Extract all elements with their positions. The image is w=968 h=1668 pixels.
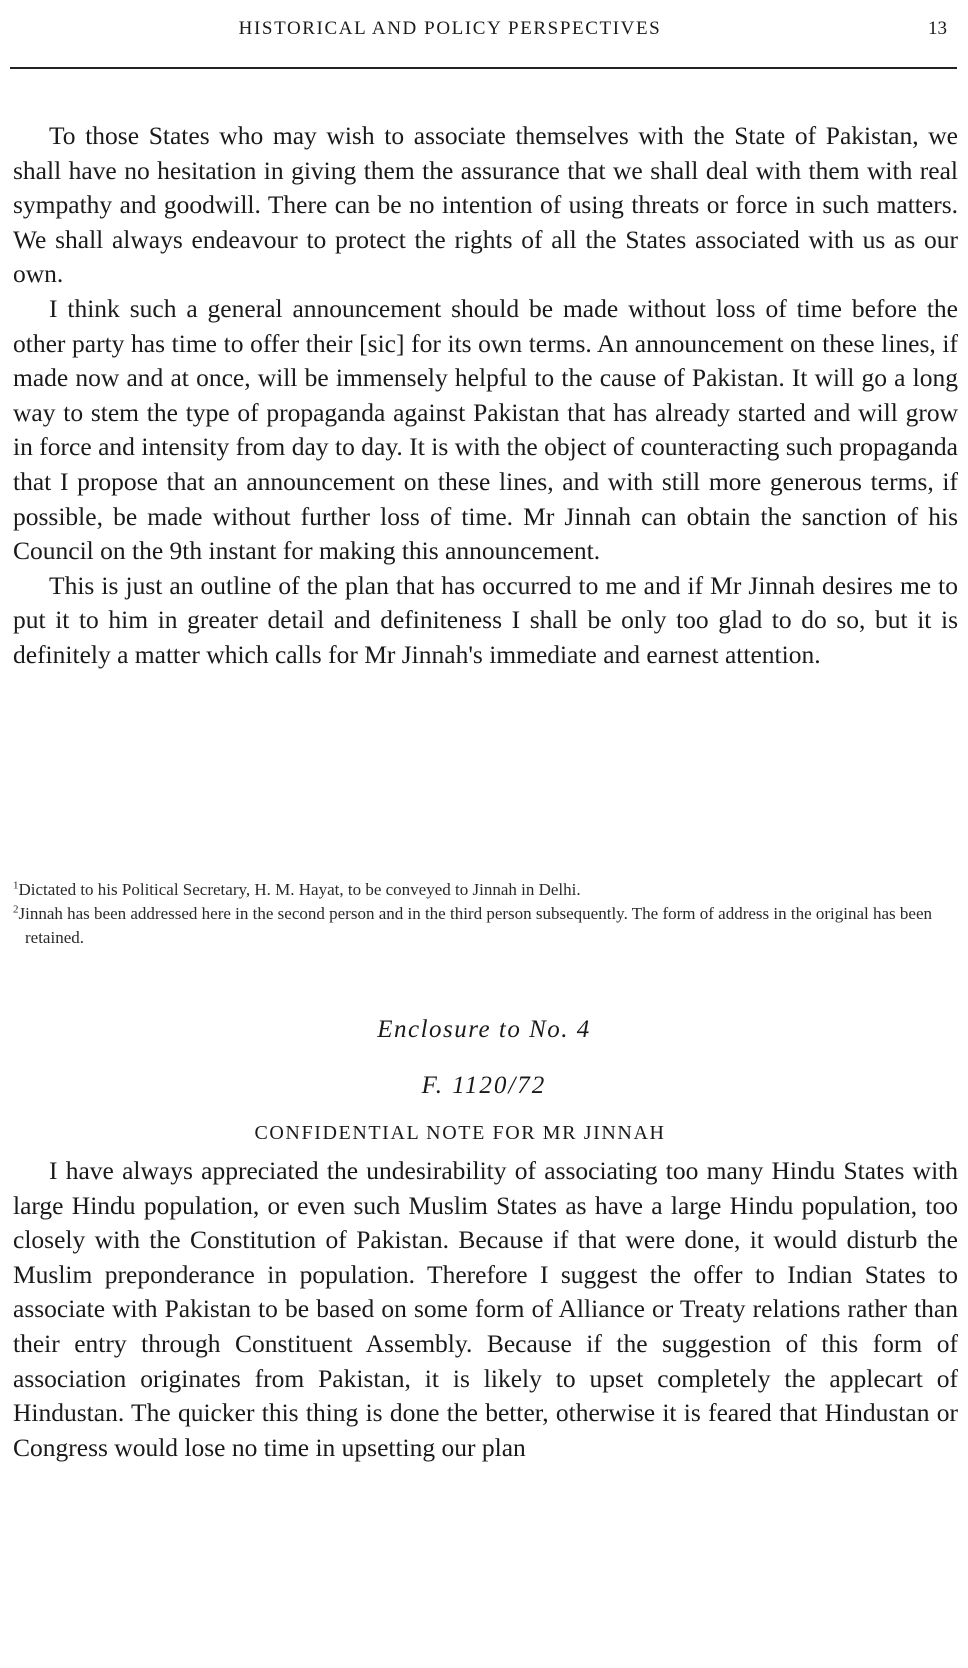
footnote-1-text: Dictated to his Political Secretary, H. M. Hayat, to be conveyed to Jinnah in Delhi. — [18, 880, 581, 899]
footnote-2 — [13, 902, 958, 950]
paragraph-outline: This is just an outline of the plan that has occurred to me and if Mr Jinnah desires me to put it to him in greater detail and definiteness I shall be only too glad to do so, but it is definitely a matter which calls for Mr Jinnah's immediate and earnest attention. — [13, 570, 958, 669]
paragraph-confidential-note: I have always appreciated the undesirability of associating too many Hindu States with large Hindu population, or even such Muslim States as have a large Hindu population, too closely with the Constitution of Pakistan. Because if that were done, it would disturb the Muslim preponderance in population. Therefore I suggest the offer to Indian States to associate with Pakistan to be based on some form of Alliance or Treaty relations rather than their entry through Constituent Assembly. Because if the suggestion of this form of association originates from Pakistan, it is likely to upset completely the applecart of Hindustan. The quicker this thing is done the better, otherwise it is feared that Hindustan or Congress would lose no time in upsetting our plan — [13, 1156, 958, 1462]
running-header — [10, 12, 957, 48]
file-reference: F. 1120/72 — [421, 1072, 547, 1099]
footnote-1-number: 1 — [13, 879, 19, 892]
letter-body — [13, 119, 958, 673]
paragraph-states-assurance: To those States who may wish to associate themselves with the State of Pakistan, we shall have no hesitation in giving them the assurance that we shall deal with them with real sympathy and goodwill. There can be no intention of using threats or force in such matters. We shall always endeavour to protect the rights of all the States associated with us as our own. — [13, 121, 958, 289]
section-heading: CONFIDENTIAL NOTE FOR MR JINNAH — [254, 1122, 666, 1144]
confidential-note-body — [13, 1154, 958, 1465]
header-rule — [10, 67, 957, 69]
page-number: 13 — [928, 18, 947, 39]
footnote-1 — [13, 878, 958, 902]
running-title: HISTORICAL AND POLICY PERSPECTIVES — [238, 18, 662, 39]
footnotes — [13, 878, 958, 950]
enclosure-title: Enclosure to No. 4 — [377, 1016, 591, 1043]
footnote-2-text: Jinnah has been addressed here in the second person and in the third person subsequently. The form of address in the original has been retained. — [18, 904, 933, 947]
footnote-2-number: 2 — [13, 903, 19, 916]
paragraph-announcement: I think such a general announcement should be made without loss of time before the other party has time to offer their [sic] for its own terms. An announcement on these lines, if made now and at once, will be immensely helpful to the cause of Pakistan. It will go a long way to stem the type of propaganda against Pakistan that has already started and will grow in force and intensity from day to day. It is with the object of counteracting such propaganda that I propose that an announcement on these lines, and with still more generous terms, if possible, be made without further loss of time. Mr Jinnah can obtain the sanction of his Council on the 9th instant for making this announcement. — [13, 293, 958, 566]
